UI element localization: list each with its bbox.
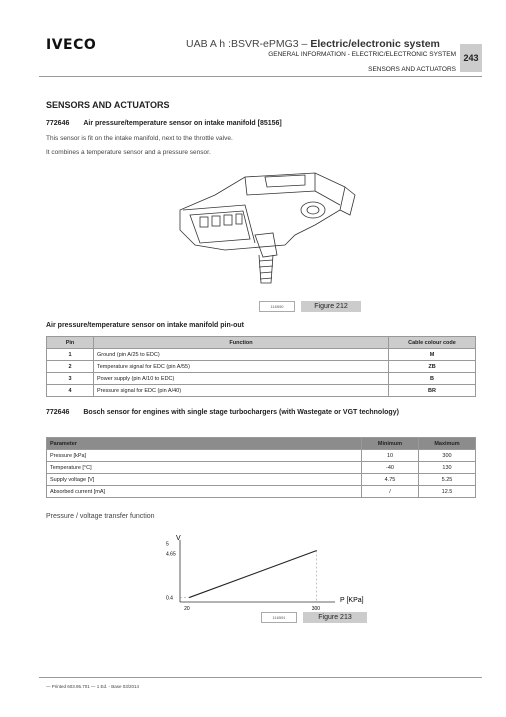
y-tick-label: 4.65 (166, 551, 176, 558)
sensor2-title: Bosch sensor for engines with single stage turbochargers (with Wastegate or VGT technology) (83, 409, 399, 416)
cell: Power supply (pin A/10 to EDC) (94, 373, 389, 385)
cell: 5.25 (419, 474, 476, 486)
pinout-title: Air pressure/temperature sensor on intake manifold pin-out (46, 322, 244, 329)
table-row (47, 373, 476, 385)
sensor2-code: 772646 (46, 409, 70, 416)
cell: 2 (47, 361, 94, 373)
table-row (47, 462, 476, 474)
x-tick-label: 20 (184, 606, 190, 612)
footer-divider (39, 677, 482, 678)
page-number: 243 (460, 44, 482, 72)
cell: 4.75 (362, 474, 419, 486)
x-axis-label: P [KPa] (340, 597, 364, 604)
table-row (47, 474, 476, 486)
cell: Supply voltage [V] (47, 474, 362, 486)
figure-212-id: 116590 (259, 301, 295, 312)
sensor1-heading (46, 120, 282, 127)
table-header-row (47, 438, 476, 450)
cell: M (389, 349, 476, 361)
transfer-function-title: Pressure / voltage transfer function (46, 513, 155, 520)
sensor1-text1: This sensor is fit on the intake manifold, next to the throttle valve. (46, 135, 233, 142)
table-row (47, 385, 476, 397)
cell: Pressure signal for EDC (pin A/40) (94, 385, 389, 397)
cell: Temperature [°C] (47, 462, 362, 474)
cell: BR (389, 385, 476, 397)
table-row (47, 349, 476, 361)
section-heading: SENSORS AND ACTUATORS (46, 100, 170, 110)
cell: Temperature signal for EDC (pin A/55) (94, 361, 389, 373)
cell: -40 (362, 462, 419, 474)
col-minimum: Minimum (362, 438, 419, 450)
cell: ZB (389, 361, 476, 373)
header-subsection: SENSORS AND ACTUATORS (368, 66, 456, 73)
table-header-row (47, 337, 476, 349)
figure-212-caption (257, 301, 361, 312)
header-section: Electric/electronic system (310, 38, 440, 50)
transfer-line (189, 551, 317, 598)
table-row (47, 486, 476, 498)
x-tick-label: 300 (311, 606, 321, 612)
sensor2-heading (46, 409, 399, 416)
transfer-chart (150, 530, 380, 615)
figure-212-label: Figure 212 (301, 301, 361, 312)
cell: 1 (47, 349, 94, 361)
figure-213-caption (259, 612, 367, 623)
cell: Pressure [kPa] (47, 450, 362, 462)
cell: 10 (362, 450, 419, 462)
header-divider (39, 76, 482, 77)
figure-213-id: 116591 (261, 612, 297, 623)
table-row (47, 361, 476, 373)
col-maximum: Maximum (419, 438, 476, 450)
header-overlay: UAB A h :BSVR-ePMG3 (186, 38, 299, 50)
pinout-table (46, 336, 476, 397)
sensor1-text2: It combines a temperature sensor and a pressure sensor. (46, 149, 211, 156)
header-title: UAB A h :BSVR-ePMG3 – Electric/electronic system (186, 38, 440, 50)
col-parameter: Parameter (47, 438, 362, 450)
parameter-table (46, 437, 476, 498)
cell: Absorbed current [mA] (47, 486, 362, 498)
header-subtitle: GENERAL INFORMATION - ELECTRIC/ELECTRONIC SYSTEM (268, 51, 456, 58)
cell: B (389, 373, 476, 385)
sensor1-title: Air pressure/temperature sensor on intake manifold [85156] (83, 120, 282, 127)
cell: 4 (47, 385, 94, 397)
y-axis-label: V (176, 535, 181, 542)
cell: 3 (47, 373, 94, 385)
cell: 12.5 (419, 486, 476, 498)
cell: 130 (419, 462, 476, 474)
table-row (47, 450, 476, 462)
col-function: Function (94, 337, 389, 349)
col-cable: Cable colour code (389, 337, 476, 349)
brand-logo: IVECO (46, 37, 97, 53)
sensor-illustration (155, 165, 365, 295)
y-tick-label: 5 (166, 541, 169, 548)
footer-text: — Printed 603.95.701 — 1 Ed. - Base 03/2014 (46, 684, 140, 689)
col-pin: Pin (47, 337, 94, 349)
figure-213-label: Figure 213 (303, 612, 367, 623)
cell: 300 (419, 450, 476, 462)
cell: Ground (pin A/25 to EDC) (94, 349, 389, 361)
sensor1-code: 772646 (46, 120, 70, 127)
y-tick-label: 0.4 (166, 595, 173, 602)
cell: / (362, 486, 419, 498)
